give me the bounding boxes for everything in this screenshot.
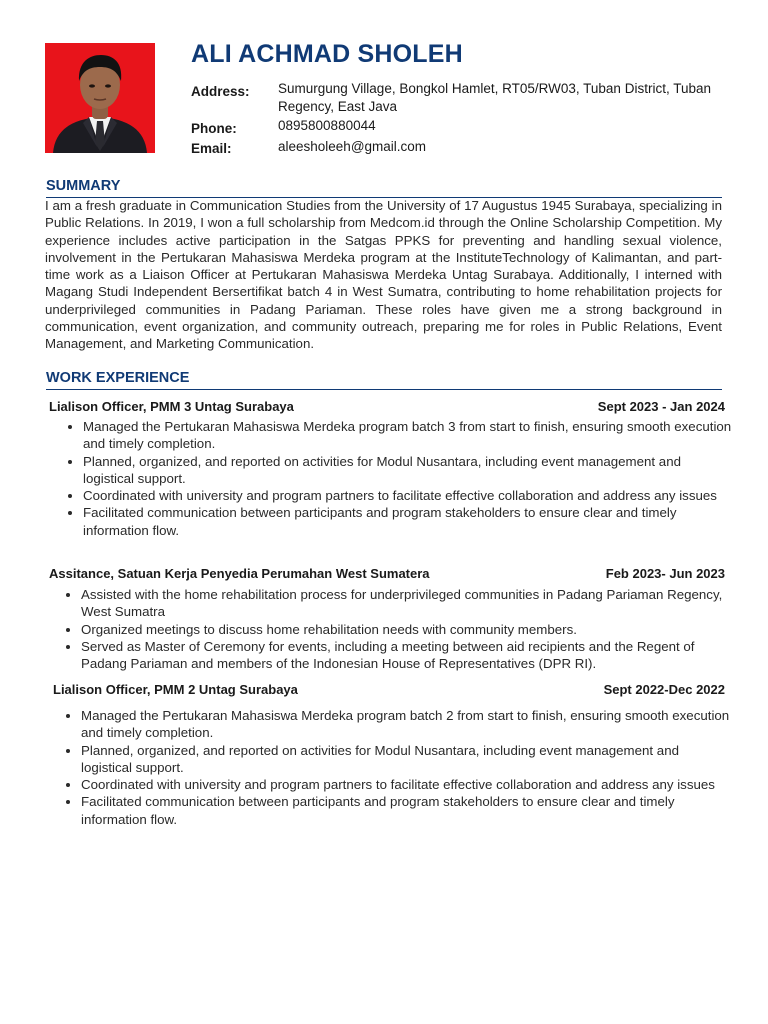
job-header [49, 399, 725, 414]
phone-row [191, 117, 763, 138]
work-experience-heading: WORK EXPERIENCE [46, 370, 190, 386]
job-bullet-list [66, 418, 733, 539]
job-header [53, 682, 725, 697]
address-row [191, 80, 763, 115]
job-bullet: • Organized meetings to discuss home rehabilitation needs with community members. [81, 621, 731, 638]
profile-photo [45, 43, 155, 153]
job-role: Lialison Officer, PMM 3 Untag Surabaya [49, 399, 294, 414]
job-bullet: • Coordinated with university and program partners to facilitate effective collaboration and address any issues [83, 487, 733, 504]
job-bullet: • Served as Master of Ceremony for events, including a meeting between aid recipients and the Regent of Padang Pariaman and members of the Indonesian House of Representatives (DPR RI). [81, 638, 731, 673]
job-bullet: • Facilitated communication between participants and program stakeholders to ensure clear and timely information flow. [83, 504, 733, 539]
job-bullet: • Planned, organized, and reported on activities for Modul Nusantara, including event management and logistical support. [81, 742, 731, 777]
job-bullet-list [64, 586, 731, 672]
job-bullet: • Facilitated communication between participants and program stakeholders to ensure clear and timely information flow. [81, 793, 731, 828]
job-bullet: • Planned, organized, and reported on activities for Modul Nusantara, including event management and logistical support. [83, 453, 733, 488]
summary-heading: SUMMARY [46, 178, 121, 194]
email-label: Email: [191, 140, 232, 156]
work-experience-divider [46, 389, 722, 390]
job-dates: Sept 2022-Dec 2022 [603, 682, 725, 697]
contact-block [191, 80, 763, 157]
email-row [191, 138, 763, 158]
job-dates: Sept 2023 - Jan 2024 [597, 399, 725, 414]
job-bullet-list [64, 707, 731, 828]
profile-photo-illustration [45, 43, 155, 153]
job-bullet: • Managed the Pertukaran Mahasiswa Merdeka program batch 2 from start to finish, ensuring smooth execution and timely completion. [81, 707, 731, 742]
job-role: Lialison Officer, PMM 2 Untag Surabaya [53, 682, 298, 697]
job-bullet: • Managed the Pertukaran Mahasiswa Merdeka program batch 3 from start to finish, ensuring smooth execution and timely completion. [83, 418, 733, 453]
email-value: aleesholeeh@gmail.com [278, 138, 427, 154]
job-bullet: • Assisted with the home rehabilitation process for underprivileged communities in Padang Pariaman Regency, West Sumatra [81, 586, 731, 621]
job-role: Assitance, Satuan Kerja Penyedia Perumahan West Sumatera [49, 566, 430, 581]
job-bullet: • Coordinated with university and program partners to facilitate effective collaboration and address any issues [81, 776, 731, 793]
job-header [49, 566, 725, 581]
address-value: Sumurgung Village, Bongkol Hamlet, RT05/RW03, Tuban District, Tuban Regency, East Java [278, 81, 711, 114]
phone-value: 0895800880044 [278, 118, 376, 133]
candidate-name: ALI ACHMAD SHOLEH [191, 40, 463, 68]
address-label: Address: [191, 84, 250, 99]
summary-text: I am a fresh graduate in Communication Studies from the University of 17 Augustus 1945 Surabaya, specializing in Public Relations. In 2019, I won a full scholarship from Medcom.id through the Online Scholarship Competition. My experience includes active participation in the Satgas PPKS for preventing and handling sexual violence, involvement in the Pertukaran Mahasiswa Merdeka program at the InstituteTechnology of Kalimantan, and part-time work as a Liaison Officer at Pertukaran Mahasiswa Merdeka Untag Surabaya. Additionally, I interned with Magang Studi Independent Bersertifikat batch 4 in West Sumatra, contributing to home rehabilitation projects for underprivileged communities in Padang Pariaman. These roles have given me a strong background in communication, event organization, and community outreach, preparing me for roles in Public Relations, Event Management, and Marketing Communication. [45, 198, 722, 352]
phone-label: Phone: [191, 121, 237, 136]
job-dates: Feb 2023- Jun 2023 [605, 566, 725, 581]
